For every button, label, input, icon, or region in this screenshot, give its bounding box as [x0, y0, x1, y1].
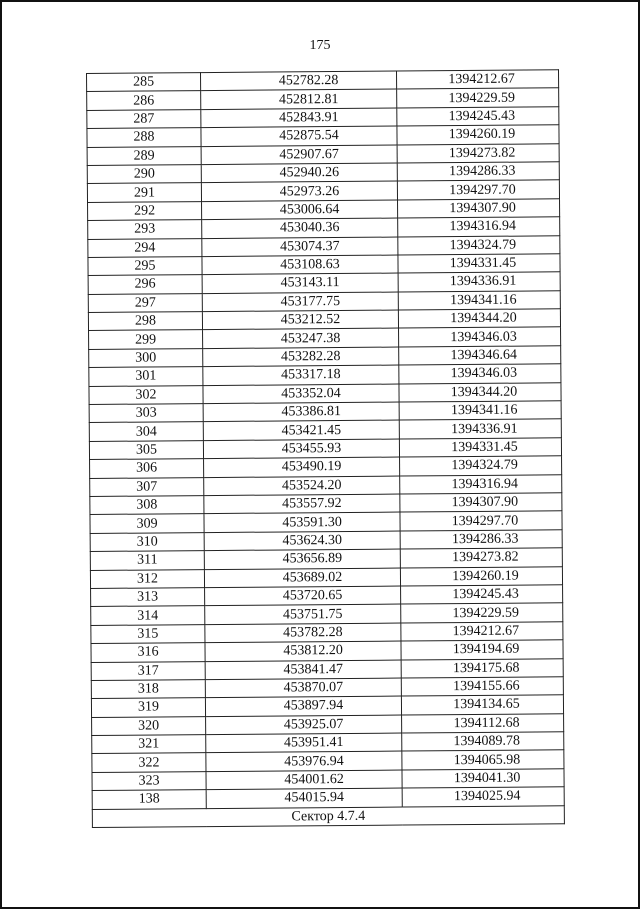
point-number-cell: 308 [90, 496, 204, 515]
y-coordinate-cell: 1394286.33 [397, 162, 559, 182]
x-coordinate-cell: 453074.37 [202, 237, 398, 257]
x-coordinate-cell: 453751.75 [205, 604, 401, 624]
y-coordinate-cell: 1394336.91 [398, 272, 560, 292]
y-coordinate-cell: 1394229.59 [401, 603, 563, 623]
y-coordinate-cell: 1394260.19 [397, 125, 559, 145]
point-number-cell: 291 [87, 183, 201, 202]
point-number-cell: 290 [87, 165, 201, 184]
x-coordinate-cell: 452907.67 [201, 145, 397, 165]
y-coordinate-cell: 1394286.33 [400, 530, 562, 550]
y-coordinate-cell: 1394336.91 [399, 419, 561, 439]
x-coordinate-cell: 452782.28 [201, 71, 397, 91]
x-coordinate-cell: 453108.63 [202, 255, 398, 275]
y-coordinate-cell: 1394212.67 [401, 621, 563, 641]
x-coordinate-cell: 453689.02 [204, 568, 400, 588]
point-number-cell: 292 [88, 201, 202, 220]
y-coordinate-cell: 1394212.67 [396, 70, 558, 90]
y-coordinate-cell: 1394307.90 [400, 493, 562, 513]
y-coordinate-cell: 1394260.19 [400, 566, 562, 586]
x-coordinate-cell: 453524.20 [204, 476, 400, 496]
x-coordinate-cell: 453317.18 [203, 365, 399, 385]
y-coordinate-cell: 1394155.66 [401, 677, 563, 697]
x-coordinate-cell: 453976.94 [206, 751, 402, 771]
point-number-cell: 301 [89, 367, 203, 386]
x-coordinate-cell: 453040.36 [202, 218, 398, 238]
sector-row [92, 805, 564, 827]
x-coordinate-cell: 452875.54 [201, 126, 397, 146]
y-coordinate-cell: 1394245.43 [397, 107, 559, 127]
point-number-cell: 306 [90, 459, 204, 478]
point-number-cell: 287 [87, 109, 201, 128]
point-number-cell: 314 [91, 606, 205, 625]
y-coordinate-cell: 1394273.82 [397, 143, 559, 163]
point-number-cell: 320 [92, 716, 206, 735]
y-coordinate-cell: 1394025.94 [402, 787, 564, 807]
point-number-cell: 300 [89, 348, 203, 367]
point-number-cell: 322 [92, 753, 206, 772]
x-coordinate-cell: 453143.11 [202, 273, 398, 293]
y-coordinate-cell: 1394194.69 [401, 640, 563, 660]
point-number-cell: 303 [89, 404, 203, 423]
x-coordinate-cell: 453386.81 [203, 402, 399, 422]
point-number-cell: 316 [91, 643, 205, 662]
point-number-cell: 313 [91, 588, 205, 607]
y-coordinate-cell: 1394324.79 [400, 456, 562, 476]
x-coordinate-cell: 453557.92 [204, 494, 400, 514]
x-coordinate-cell: 452940.26 [201, 163, 397, 183]
point-number-cell: 285 [87, 73, 201, 92]
y-coordinate-cell: 1394316.94 [398, 217, 560, 237]
coordinates-table [86, 69, 565, 828]
x-coordinate-cell: 453282.28 [203, 347, 399, 367]
x-coordinate-cell: 452812.81 [201, 89, 397, 109]
point-number-cell: 298 [88, 312, 202, 331]
y-coordinate-cell: 1394341.16 [399, 401, 561, 421]
y-coordinate-cell: 1394273.82 [400, 548, 562, 568]
y-coordinate-cell: 1394346.03 [399, 364, 561, 384]
y-coordinate-cell: 1394346.03 [399, 327, 561, 347]
x-coordinate-cell: 453782.28 [205, 623, 401, 643]
point-number-cell: 317 [91, 661, 205, 680]
x-coordinate-cell: 453591.30 [204, 512, 400, 532]
point-number-cell: 296 [88, 275, 202, 294]
x-coordinate-cell: 453720.65 [205, 586, 401, 606]
y-coordinate-cell: 1394245.43 [401, 585, 563, 605]
x-coordinate-cell: 453870.07 [205, 678, 401, 698]
point-number-cell: 138 [92, 790, 206, 809]
coordinates-table-body [87, 70, 565, 809]
y-coordinate-cell: 1394331.45 [399, 438, 561, 458]
x-coordinate-cell: 452973.26 [201, 181, 397, 201]
x-coordinate-cell: 453177.75 [202, 292, 398, 312]
y-coordinate-cell: 1394344.20 [399, 382, 561, 402]
point-number-cell: 299 [89, 330, 203, 349]
point-number-cell: 289 [87, 146, 201, 165]
point-number-cell: 310 [90, 532, 204, 551]
y-coordinate-cell: 1394112.68 [402, 713, 564, 733]
x-coordinate-cell: 453006.64 [202, 200, 398, 220]
y-coordinate-cell: 1394297.70 [397, 180, 559, 200]
y-coordinate-cell: 1394175.68 [401, 658, 563, 678]
x-coordinate-cell: 454001.62 [206, 770, 402, 790]
y-coordinate-cell: 1394089.78 [402, 732, 564, 752]
point-number-cell: 295 [88, 257, 202, 276]
x-coordinate-cell: 453925.07 [206, 715, 402, 735]
x-coordinate-cell: 453812.20 [205, 641, 401, 661]
point-number-cell: 315 [91, 624, 205, 643]
x-coordinate-cell: 453455.93 [203, 439, 399, 459]
y-coordinate-cell: 1394134.65 [401, 695, 563, 715]
y-coordinate-cell: 1394307.90 [398, 199, 560, 219]
y-coordinate-cell: 1394341.16 [398, 290, 560, 310]
x-coordinate-cell: 453624.30 [204, 531, 400, 551]
x-coordinate-cell: 453841.47 [205, 660, 401, 680]
point-number-cell: 286 [87, 91, 201, 110]
x-coordinate-cell: 452843.91 [201, 108, 397, 128]
point-number-cell: 312 [90, 569, 204, 588]
x-coordinate-cell: 453951.41 [206, 733, 402, 753]
x-coordinate-cell: 453247.38 [203, 329, 399, 349]
point-number-cell: 302 [89, 385, 203, 404]
y-coordinate-cell: 1394331.45 [398, 254, 560, 274]
point-number-cell: 318 [91, 679, 205, 698]
y-coordinate-cell: 1394041.30 [402, 769, 564, 789]
point-number-cell: 288 [87, 128, 201, 147]
y-coordinate-cell: 1394346.64 [399, 346, 561, 366]
point-number-cell: 307 [90, 477, 204, 496]
point-number-cell: 311 [90, 551, 204, 570]
point-number-cell: 323 [92, 771, 206, 790]
y-coordinate-cell: 1394065.98 [402, 750, 564, 770]
page-number: 175 [309, 38, 331, 53]
x-coordinate-cell: 453656.89 [204, 549, 400, 569]
point-number-cell: 304 [89, 422, 203, 441]
x-coordinate-cell: 453212.52 [202, 310, 398, 330]
x-coordinate-cell: 453897.94 [205, 696, 401, 716]
sector-label: Сектор 4.7.4 [92, 805, 564, 827]
point-number-cell: 319 [91, 698, 205, 717]
point-number-cell: 309 [90, 514, 204, 533]
point-number-cell: 305 [89, 440, 203, 459]
y-coordinate-cell: 1394324.79 [398, 235, 560, 255]
point-number-cell: 321 [92, 735, 206, 754]
point-number-cell: 294 [88, 238, 202, 257]
y-coordinate-cell: 1394316.94 [400, 474, 562, 494]
x-coordinate-cell: 453421.45 [203, 420, 399, 440]
x-coordinate-cell: 453352.04 [203, 384, 399, 404]
x-coordinate-cell: 453490.19 [204, 457, 400, 477]
point-number-cell: 293 [88, 220, 202, 239]
x-coordinate-cell: 454015.94 [206, 788, 402, 808]
y-coordinate-cell: 1394297.70 [400, 511, 562, 531]
point-number-cell: 297 [88, 293, 202, 312]
y-coordinate-cell: 1394344.20 [398, 309, 560, 329]
y-coordinate-cell: 1394229.59 [397, 88, 559, 108]
